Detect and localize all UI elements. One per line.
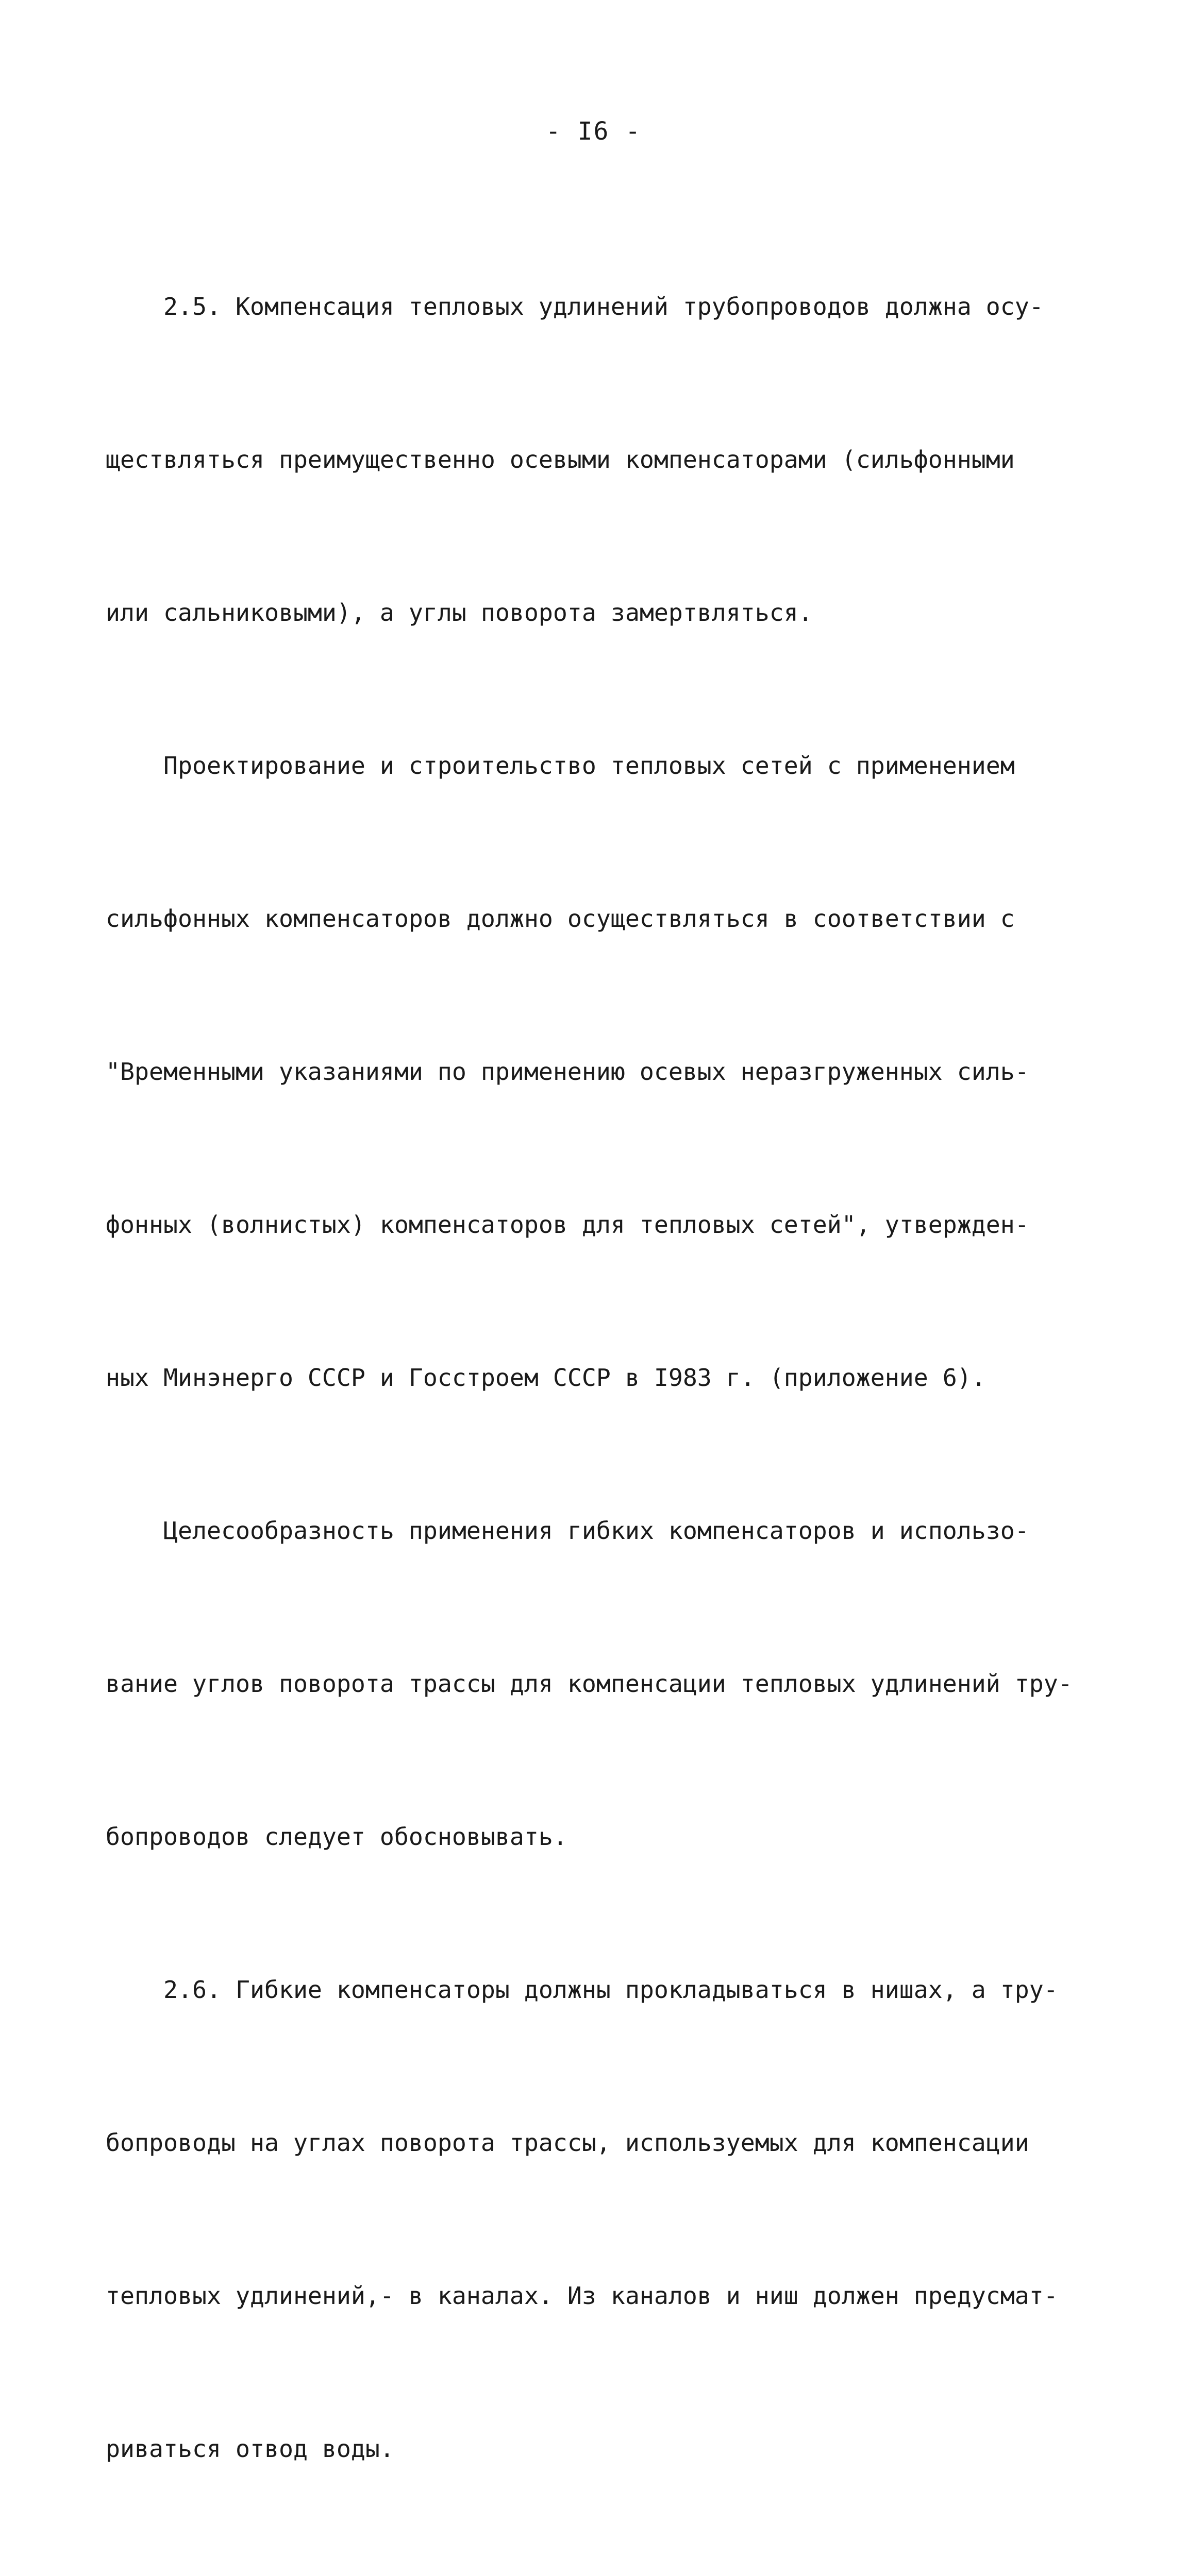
text-line: ществляться преимущественно осевыми компенсаторами (сильфонными (106, 446, 1015, 473)
text-line: "Временными указаниями по применению осевых неразгруженных силь- (106, 1058, 1029, 1086)
text-line: бопроводы на углах поворота трассы, используемых для компенсации (106, 2129, 1029, 2157)
page-number: - I6 - (545, 117, 642, 146)
text-line: 2.5. Компенсация тепловых удлинений трубопроводов должна осу- (106, 293, 1044, 320)
text-line: Целесообразность применения гибких компенсаторов и использо- (106, 1517, 1029, 1545)
text-line: бопроводов следует обосновывать. (106, 1823, 567, 1851)
text-line: фонных (волнистых) компенсаторов для тепловых сетей", утвержден- (106, 1211, 1029, 1239)
body-text (106, 179, 1129, 2576)
text-line: или сальниковыми), а углы поворота замертвляться. (106, 599, 813, 626)
text-line: 2.6. Гибкие компенсаторы должны прокладываться в нишах, а тру- (106, 1976, 1058, 2004)
text-line: сильфонных компенсаторов должно осуществляться в соответствии с (106, 905, 1015, 933)
text-line: ных Минэнерго СССР и Госстроем СССР в I983 г. (приложение 6). (106, 1364, 986, 1392)
text-line: риваться отвод воды. (106, 2435, 394, 2463)
text-line: тепловых удлинений,- в каналах. Из каналов и ниш должен предусмат- (106, 2282, 1058, 2310)
text-line: Проектирование и строительство тепловых сетей с применением (106, 752, 1015, 779)
text-line: вание углов поворота трассы для компенсации тепловых удлинений тру- (106, 1670, 1073, 1698)
